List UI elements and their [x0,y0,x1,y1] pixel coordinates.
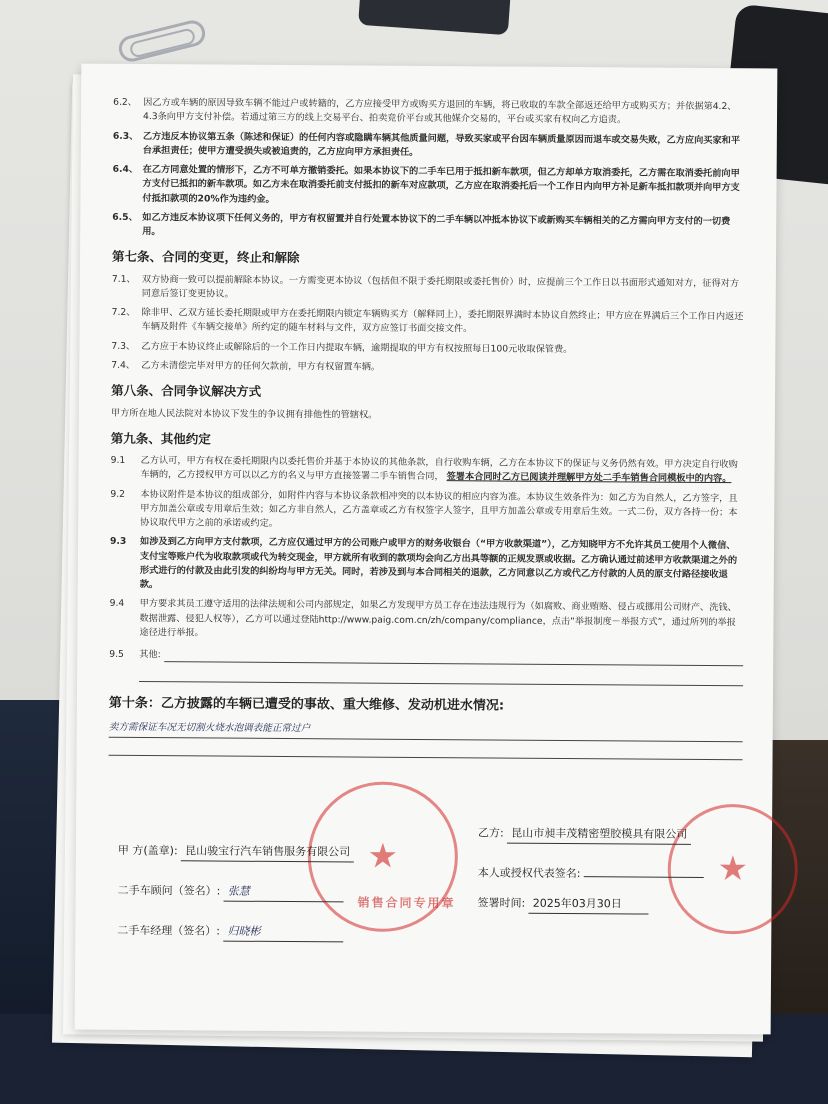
manager-signature: 归晓彬 [223,923,343,943]
party-a-value: 昆山骏宝行汽车销售服务有限公司 [181,843,354,863]
rep-row [478,865,704,884]
clause-9-1-text: 乙方认可，甲方有权在委托期限内以委托售价并基于本协议的其他条款，自行收购车辆，乙方在本协议下的保证与义务仍然有效。甲方决定自行收购车辆的，乙方授权甲方可以以乙方的名义与甲方直接签署二手车销售合同， [140,455,738,483]
clause-9-3: 9.3 如涉及到乙方向甲方支付款项，乙方应仅通过甲方的公司账户或甲方的财务收银台（“甲方收款渠道”），乙方知晓甲方不允许其员工使用个人微信、支付宝等账户代为收取款项或代为转交现金，甲方就所有收到的款项均会向乙方出具等额的正规发票或收据。乙方确认通过前述甲方收款渠道之外的形式进行的付款及由此引发的纠纷均与甲方无关。同时，若涉及到与本合同相关的退款，乙方同意以乙方或代乙方付款的人员的原支付路径接收退款。 [110,536,738,591]
manager-row [117,922,343,943]
section-8-title: 第八条、合同争议解决方式 [111,382,262,399]
party-a-label: 甲 方(盖章): [117,844,178,858]
section-8-text: 甲方所在地人民法院对本协议下发生的争议拥有排他性的管辖权。 [110,407,378,421]
party-b-label: 乙方: [477,826,504,840]
clause-7-4: 7.4、 乙方未清偿完毕对甲方的任何欠款前，甲方有权留置车辆。 [111,359,381,373]
seal-star-icon: ★ [367,836,399,877]
clause-7-3: 7.3、 乙方应于本协议终止或解除后的一个工作日内提取车辆，逾期提取的甲方有权按照每日100元收取保管费。 [111,340,573,355]
clause-7-2: 7.2、 除非甲、乙双方延长委托期限或甲方在委托期限内锁定车辆购买方（解释同上），委托期限界满时本协议自然终止；甲方应在界满后三个工作日内返还车辆及附件《车辆交接单》所约定的随车材料与文件，双方应签订书面交接文件。 [111,306,744,335]
section-10-title: 第十条：乙方披露的车辆已遭受的事故、重大维修、发动机进水情况: [108,696,505,714]
seal-label: 销售合同专用章 [357,895,456,911]
advisor-row [118,882,344,903]
clause-6-5: 6.5、 如乙方违反本协议项下任何义务的，甲方有权留置并自行处置本协议下的二手车辆以冲抵本协议下或新购买车辆相关的乙方需向甲方支付的一切费用。 [112,211,731,238]
clause-9-1: 9.1 乙方认可，甲方有权在委托期限内以委托售价并基于本协议的其他条款，自行收购车辆，乙方在本协议下的保证与义务仍然有效。甲方决定自行收购车辆的，乙方授权甲方可以以乙方的名义与甲方直接签署二手车销售合同， 签署本合同时乙方已阅读并理解甲方处二手车销售合同模板中的内容。 [110,454,738,485]
clause-6-4: 6.4、 在乙方同意处置的情形下，乙方不可单方撤销委托。如果本协议下的二手车已用于抵扣新车款项，但乙方却单方取消委托，乙方需在取消委托前向甲方支付已抵扣的新车款项。如乙方未在取消委托前支付抵扣的新车对应款项，乙方应在取消委托后一个工作日内向甲方补足新车抵扣款项并向甲方支付抵扣款项的20%作为违约金。 [112,163,740,205]
clause-6-2: 6.2、 因乙方或车辆的原因导致车辆不能过户或转籍的，乙方应接受甲方或购买方退回的车辆，将已收取的车款全部返还给甲方或购买方；并依据第4.2、4.3条向甲方支付补偿。若通过第三方的线上交易平台、拍卖竞价平台或其他媒介交易的，平台或买家有权向乙方追责。 [113,96,737,126]
party-a-row [118,842,354,863]
clause-7-1: 7.1、 双方协商一致可以提前解除本协议。一方需变更本协议（包括但不限于委托期限或委托售价）时，应提前三个工作日以书面形式通知对方，征得对方同意后签订变更协议。 [111,273,740,300]
date-row [477,895,648,915]
clause-6-3: 6.3、 乙方违反本协议第五条（陈述和保证）的任何内容或隐瞒车辆其他质量问题，导致买家或平台因车辆质量原因而退车或交易失败，乙方应向买家和平台承担责任；使甲方遭受损失或被追责的，乙方应向甲方承担责任。 [112,130,741,158]
rep-label: 本人或授权代表签名: [477,866,581,881]
other-fill-line-2 [139,670,743,686]
section-7-title: 第七条、合同的变更，终止和解除 [111,249,300,266]
clause-9-4: 9.4 甲方要求其员工遵守适用的法律法规和公司内部规定，如果乙方发现甲方员工存在违法违规行为（如腐败、商业贿赂、侵占或挪用公司财产、洗钱、数据泄露、侵犯人权等），乙方可以通过登陆http://www.paig.com.cn/zh/company/compliance，点击“举报制度－举报方式”，通过所列的举报途径进行举报。 [109,598,737,639]
party-b-value: 昆山市昶丰茂精密塑胶模具有限公司 [507,825,691,845]
disclosure-text: 卖方需保证车况无切割火烧水泡调表能正常过户 [109,720,743,742]
party-b-row [478,825,691,846]
rep-signature-line [584,875,704,878]
clause-9-5: 9.5 其他: [109,648,743,667]
clause-9-2: 9.2 本协议附件是本协议的组成部分，如附件内容与本协议条款相冲突的以本协议的相应内容为准。本协议生效条件为：如乙方为自然人，乙方签字，且甲方加盖公章或专用章后生效；如乙方非自然人，乙方盖章或乙方有权签字人签字，且甲方加盖公章或专用章后生效。一式二份，双方各持一份；本协议取代甲方之前的承诺或约定。 [110,488,738,530]
date-value: 2025年03月30日 [529,895,649,915]
other-fill-line [165,651,744,667]
advisor-signature: 张慧 [224,883,344,903]
date-label: 签署时间: [477,896,526,911]
clause-9-1-underlined: 签署本合同时乙方已阅读并理解甲方处二手车销售合同模板中的内容。 [446,471,732,485]
signature-area [107,780,749,974]
disclosure-line-2 [109,738,743,760]
contract-page [75,64,778,1035]
seal-star-icon-right: ★ [717,849,749,890]
section-9-title: 第九条、其他约定 [110,430,211,447]
advisor-label: 二手车顾问（签名）: [117,884,221,898]
manager-label: 二手车经理（签名）: [117,924,221,938]
clause-9-5-label: 其他: [139,649,161,661]
